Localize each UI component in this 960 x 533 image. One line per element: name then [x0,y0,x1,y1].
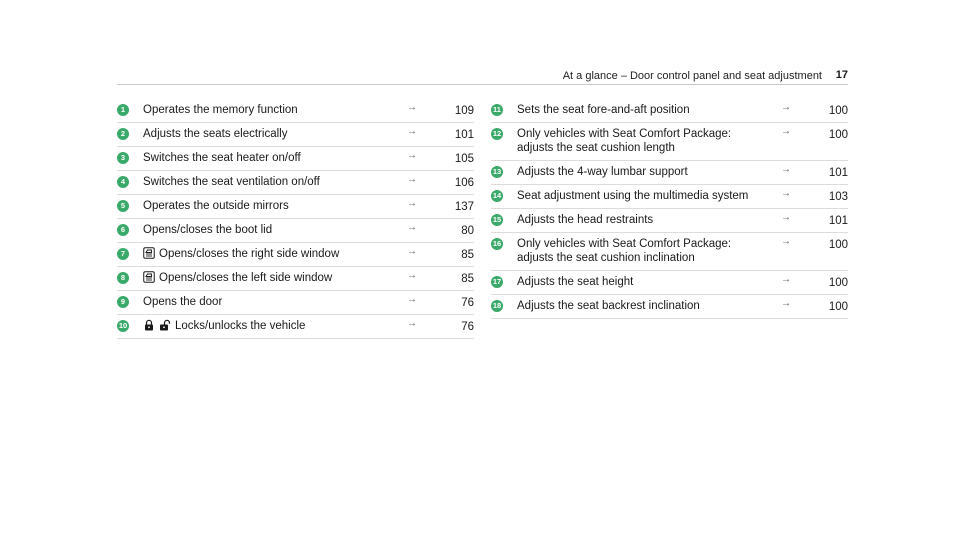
window-icon [143,271,155,283]
window-icon [143,247,155,259]
item-description-with-icon [143,247,393,261]
page-reference[interactable]: 100 [828,105,848,117]
list-item [491,99,848,123]
item-number-badge: 11 [491,104,503,116]
item-description: Adjusts the 4-way lumbar support [517,166,688,178]
item-description: Adjusts the head restraints [517,214,654,226]
item-description: Sets the seat fore-and-aft position [517,104,690,116]
item-number-badge: 16 [492,239,502,248]
arrow-icon: → [781,236,791,247]
list-item [491,161,848,185]
item-description: Operates the memory function [143,104,298,116]
arrow-icon: → [407,294,417,305]
page-reference[interactable]: 100 [828,239,848,251]
item-description: Switches the seat heater on/off [143,152,301,164]
list-item [491,295,848,319]
item-description: Adjusts the seat backrest inclination [517,300,700,312]
item-description [517,237,767,265]
item-description-with-icon [143,271,393,285]
lock-icon [143,319,155,331]
item-description-line-1: Only vehicles with Seat Comfort Package: [517,128,732,140]
arrow-icon: → [407,318,417,329]
list-item [491,123,848,161]
page-reference[interactable]: 101 [828,215,848,227]
item-number-badge: 2 [117,128,129,140]
list-item [117,219,474,243]
arrow-icon: → [781,126,791,137]
list-item [117,171,474,195]
list-item [117,195,474,219]
item-description: Operates the outside mirrors [143,200,289,212]
page-header [117,62,848,85]
item-description-line-2: adjusts the seat cushion inclination [517,252,695,264]
item-description-line-2: adjusts the seat cushion length [517,142,675,154]
page-reference[interactable]: 76 [461,297,474,309]
item-description: Seat adjustment using the multimedia system [517,190,749,202]
item-number-badge: 5 [117,200,129,212]
page-reference[interactable]: 105 [454,153,474,165]
section-title: At a glance – Door control panel and seat adjustment [562,70,822,82]
arrow-icon: → [407,222,417,233]
page-reference[interactable]: 80 [461,225,474,237]
item-number-badge: 8 [117,272,129,284]
arrow-icon: → [407,270,417,281]
page-reference[interactable]: 100 [828,277,848,289]
list-item [117,243,474,267]
page-reference[interactable]: 109 [454,105,474,117]
item-description-line-1: Only vehicles with Seat Comfort Package: [517,238,732,250]
page-reference[interactable]: 85 [461,273,474,285]
page-reference[interactable]: 101 [828,167,848,179]
arrow-icon: → [781,102,791,113]
arrow-icon: → [407,246,417,257]
item-number-badge: 6 [117,224,129,236]
item-number-badge: 14 [492,191,502,200]
item-description: Adjusts the seats electrically [143,128,288,140]
page-reference[interactable]: 100 [828,301,848,313]
page-number: 17 [835,69,848,81]
list-item [117,147,474,171]
arrow-icon: → [781,298,791,309]
item-description: Opens/closes the boot lid [143,224,273,236]
item-description: Locks/unlocks the vehicle [175,320,306,332]
item-number-badge: 17 [492,277,502,286]
list-item [117,291,474,315]
list-item [117,267,474,291]
arrow-icon: → [407,150,417,161]
list-item [491,271,848,295]
item-description [517,127,767,155]
list-item [491,185,848,209]
item-number-badge: 13 [492,167,502,176]
arrow-icon: → [781,212,791,223]
page-reference[interactable]: 103 [828,191,848,203]
page-reference[interactable]: 137 [454,201,474,213]
page-reference[interactable]: 85 [461,249,474,261]
page-reference[interactable]: 101 [454,129,474,141]
item-number-badge: 10 [118,321,128,330]
item-number-badge: 1 [117,104,129,116]
arrow-icon: → [781,164,791,175]
item-number-badge: 12 [492,129,502,138]
item-description: Switches the seat ventilation on/off [143,176,320,188]
arrow-icon: → [407,174,417,185]
list-item [491,209,848,233]
item-description: Opens the door [143,296,223,308]
item-number-badge: 15 [492,215,502,224]
item-number-badge: 9 [117,296,129,308]
arrow-icon: → [407,102,417,113]
arrow-icon: → [781,188,791,199]
item-number-badge: 4 [117,176,129,188]
arrow-icon: → [781,274,791,285]
page-reference[interactable]: 76 [461,321,474,333]
item-description-with-icon [143,319,393,333]
arrow-icon: → [407,198,417,209]
list-item [117,99,474,123]
list-item [491,233,848,271]
item-number-badge: 3 [117,152,129,164]
page-reference[interactable]: 100 [828,129,848,141]
item-description: Adjusts the seat height [517,276,634,288]
left-item-list [117,99,474,339]
item-number-badge: 7 [117,248,129,260]
right-item-list [491,99,848,319]
item-description: Opens/closes the right side window [159,248,340,260]
list-item [117,123,474,147]
arrow-icon: → [407,126,417,137]
item-number-badge: 18 [492,301,502,310]
page-reference[interactable]: 106 [454,177,474,189]
list-item [117,315,474,339]
unlock-icon [159,319,171,331]
item-description: Opens/closes the left side window [159,272,333,284]
